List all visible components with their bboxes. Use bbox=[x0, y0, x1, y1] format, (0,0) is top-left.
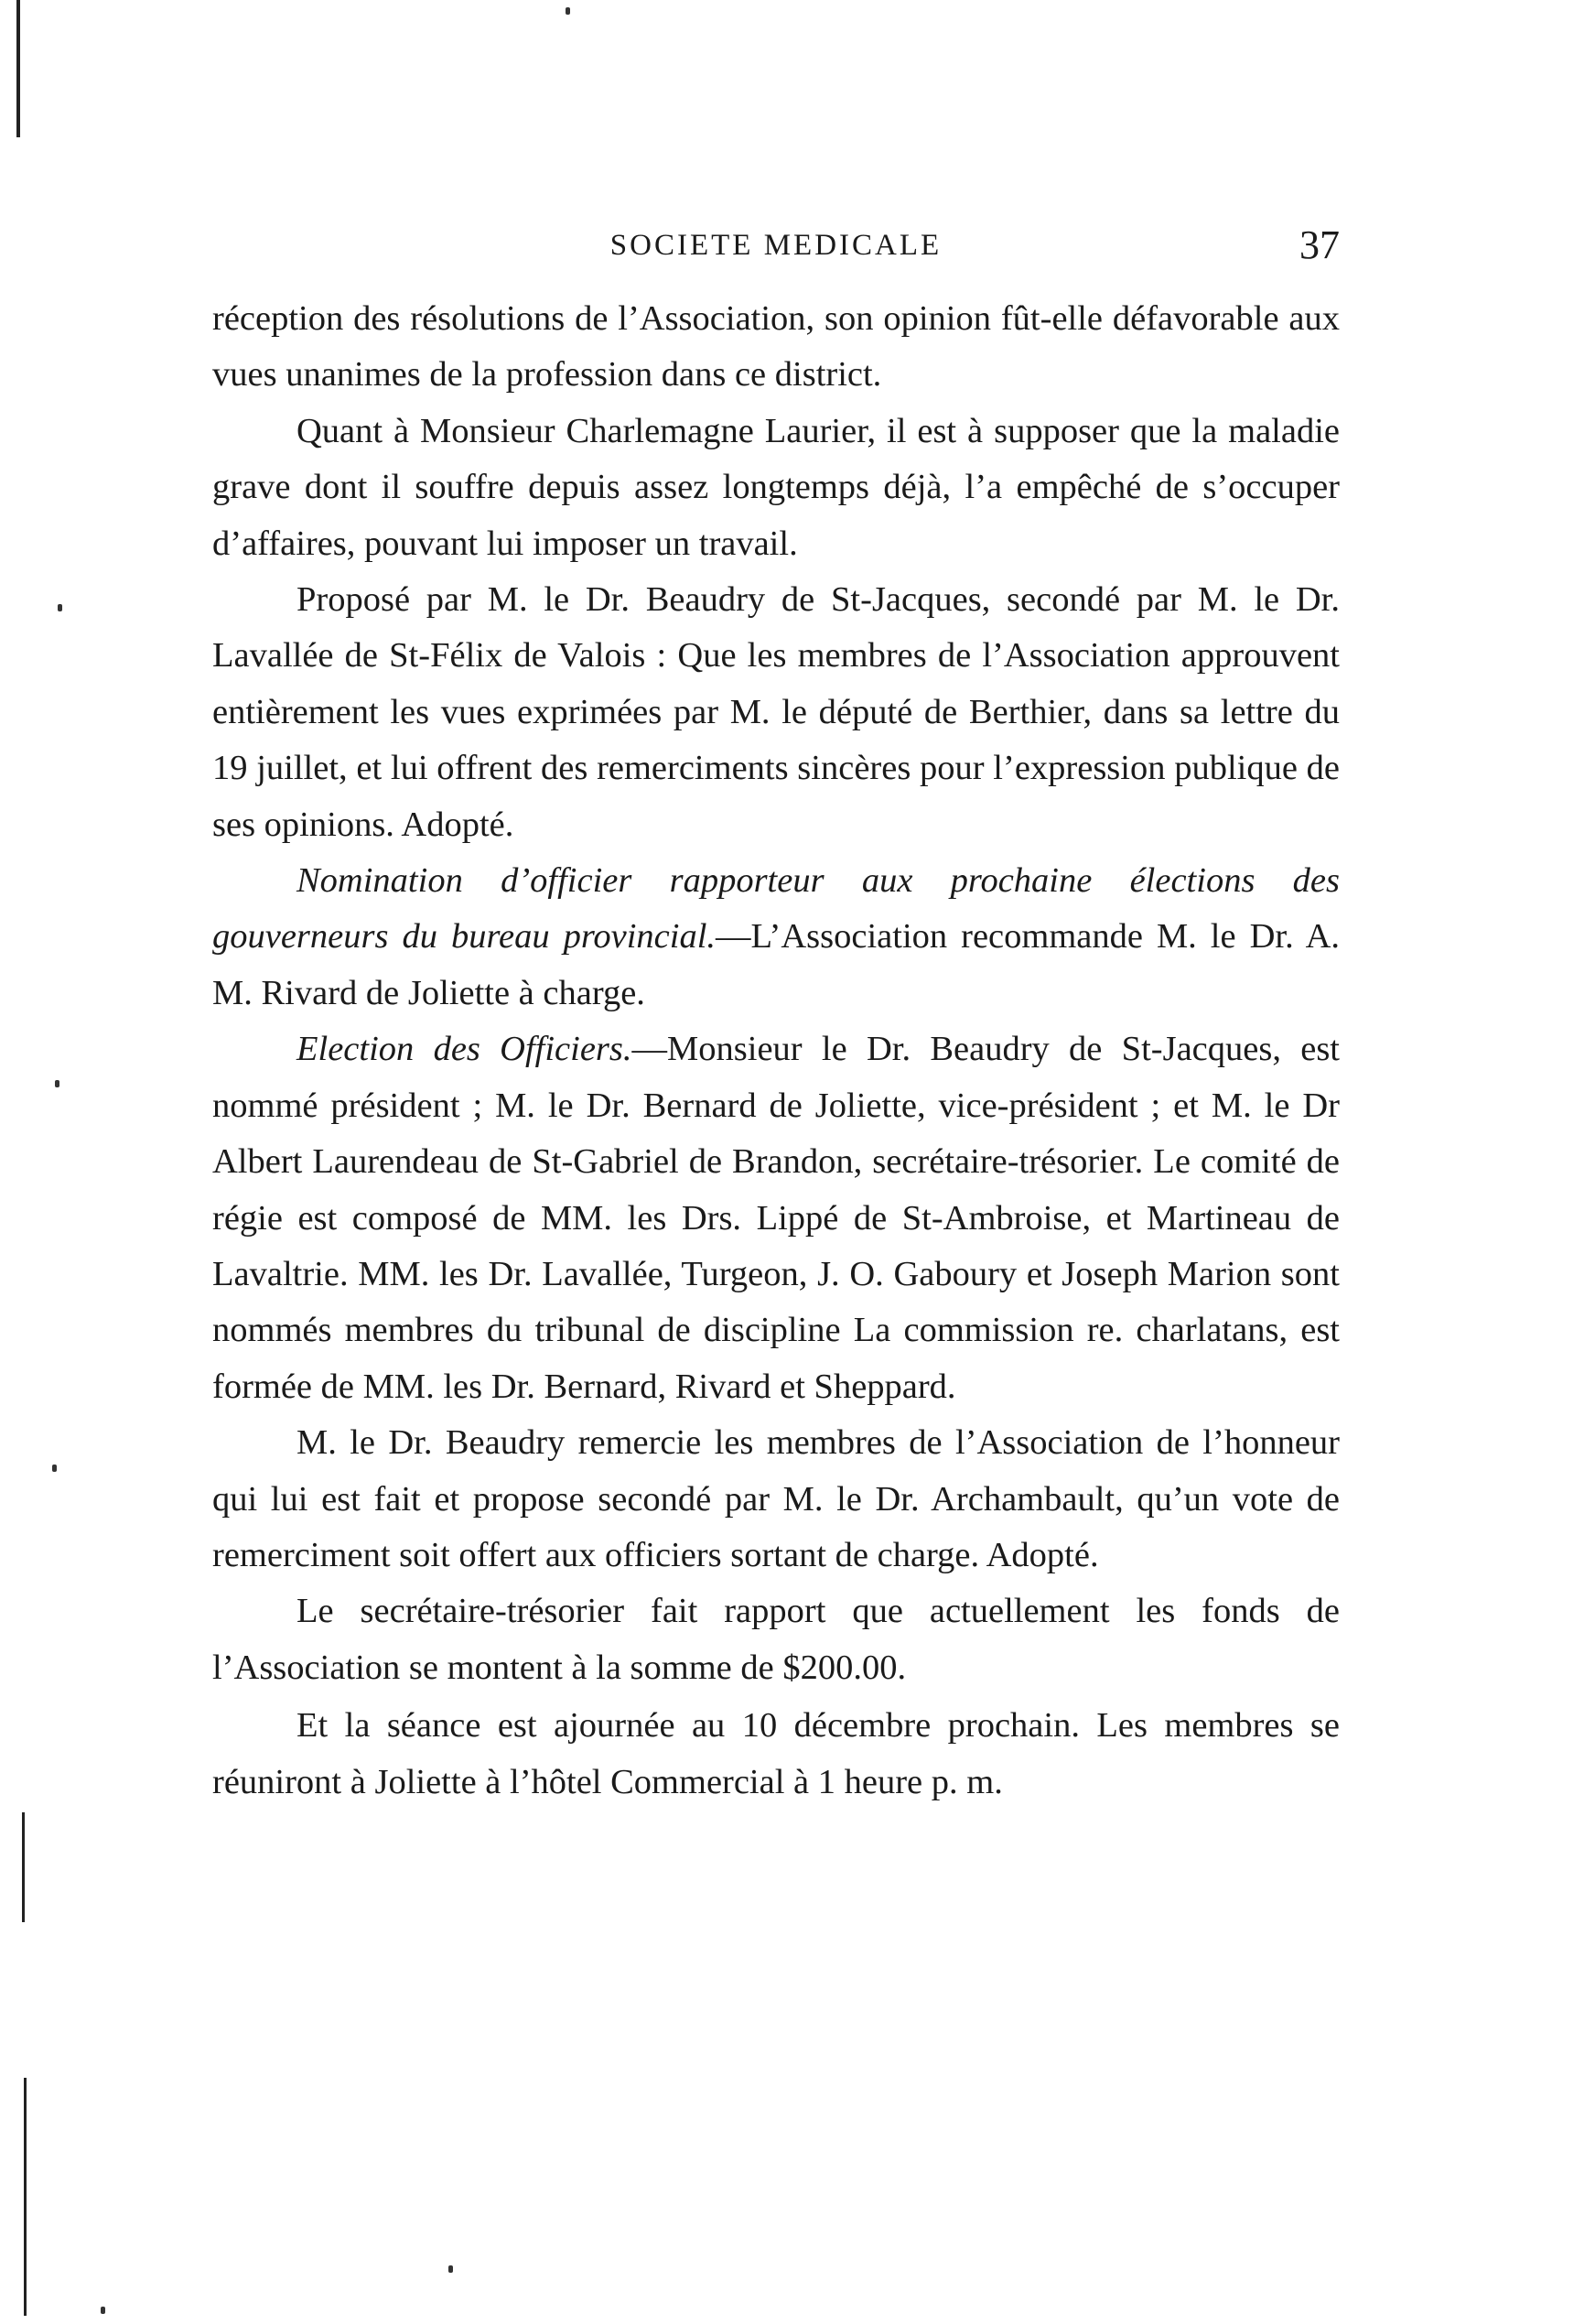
scan-speck bbox=[55, 1080, 59, 1087]
scan-speck bbox=[101, 2307, 105, 2314]
scan-speck bbox=[58, 604, 62, 611]
paragraph-text: Proposé par M. le Dr. Beaudry de St-Jacques, secondé par M. le Dr. Lavallée de St-Félix de Valois : Que les membres de l’Association approuvent entièrement les vues exprimées par M. le député de Berthier, dans sa lettre du 19 juillet, et lui offrent des remerciments sincères pour l’expression publique de ses opinions. Adopté. bbox=[212, 580, 1340, 844]
scan-speck bbox=[448, 2265, 453, 2273]
scan-speck bbox=[566, 7, 570, 15]
paragraph-1 bbox=[212, 291, 1340, 404]
section-heading-italic: Election des Officiers. bbox=[296, 1030, 632, 1069]
paragraph-text: —L’Association recommande M. le Dr. A. M. Rivard de Joliette à charge. bbox=[212, 917, 1340, 1012]
scan-edge-mark bbox=[22, 1812, 25, 1922]
section-heading-italic: Nomination d’officier rapporteur aux prochaine élections des gouverneurs du bureau provincial. bbox=[212, 861, 1340, 957]
body-text bbox=[212, 291, 1340, 1811]
paragraph-8 bbox=[212, 1698, 1340, 1811]
paragraph-6 bbox=[212, 1415, 1340, 1584]
paragraph-text: M. le Dr. Beaudry remercie les membres de l’Association de l’honneur qui lui est fait et propose secondé par M. le Dr. Archambault, qu’un vote de remerciment soit offert aux officiers sortant de charge. Adopté. bbox=[212, 1423, 1340, 1574]
paragraph-text: réception des résolutions de l’Association, son opinion fût-elle défavorable aux vues unanimes de la profession dans ce district. bbox=[212, 299, 1340, 395]
paragraph-3 bbox=[212, 572, 1340, 853]
paragraph-text: Le secrétaire-trésorier fait rapport que actuellement les fonds de l’Association se montent à la somme de $200.00. bbox=[212, 1592, 1340, 1687]
paragraph-5 bbox=[212, 1021, 1340, 1415]
running-title: SOCIETE MEDICALE bbox=[609, 229, 943, 262]
paragraph-text: Et la séance est ajournée au 10 décembre prochain. Les membres se réuniront à Joliette à l’hôtel Commercial à 1 heure p. m. bbox=[212, 1706, 1340, 1801]
scan-speck bbox=[52, 1465, 57, 1472]
paragraph-2 bbox=[212, 404, 1340, 572]
paragraph-text: Quant à Monsieur Charlemagne Laurier, il est à supposer que la maladie grave dont il souffre depuis assez longtemps déjà, l’a empêché de s’occuper d’affaires, pouvant lui imposer un travail. bbox=[212, 411, 1340, 563]
paragraph-text: —Monsieur le Dr. Beaudry de St-Jacques, est nommé président ; M. le Dr. Bernard de Joliette, vice-président ; et M. le Dr Albert Laurendeau de St-Gabriel de Brandon, secrétaire-trésorier. Le comité de régie est composé de MM. les Drs. Lippé de St-Ambroise, et Martineau de Lavaltrie. MM. les Dr. Lavallée, Turgeon, J. O. Gaboury et Joseph Marion sont nommés membres du tribunal de discipline La commission re. charlatans, est formée de MM. les Dr. Bernard, Rivard et Sheppard. bbox=[212, 1030, 1341, 1406]
page-number: 37 bbox=[1299, 222, 1340, 267]
scan-edge-mark bbox=[16, 0, 20, 137]
paragraph-7 bbox=[212, 1584, 1340, 1696]
paragraph-4 bbox=[212, 853, 1340, 1021]
running-head bbox=[212, 222, 1340, 276]
scan-edge-mark bbox=[24, 2078, 27, 2316]
